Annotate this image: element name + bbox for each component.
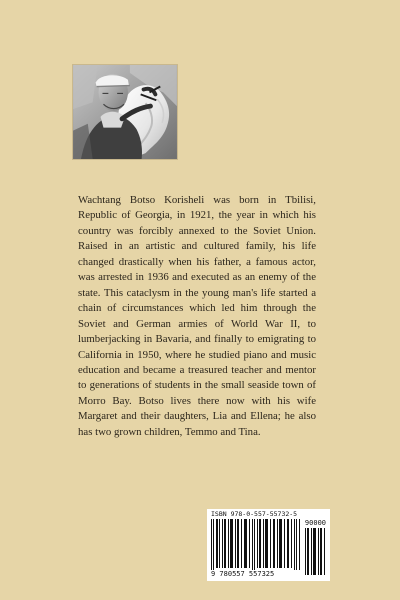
isbn-label: ISBN 978-0-557-55732-5: [211, 510, 298, 518]
author-photo: [72, 64, 178, 160]
author-photo-image: [73, 65, 177, 159]
price-barcode-bars: [305, 528, 327, 575]
isbn-barcode: [207, 509, 330, 581]
price-code: 90000: [304, 519, 326, 527]
barcode-number: 9 780557 557325: [211, 570, 305, 578]
barcode-bars: [211, 519, 301, 575]
author-bio: Wachtang Botso Korisheli was born in Tbilisi, Republic of Georgia, in 1921, the year in which his country was forcibly annexed to the Soviet Union. Raised in an artistic and cultured family, his life changed drastically when his father, a famous actor, was arrested in 1936 and executed as an enemy of the state. This cataclysm in the young man's life started a chain of circumstances which led him through the Soviet and German armies of World War II, to lumberjacking in Bavaria, and finally to emigrating to California in 1950, where he studied piano and music education and became a treasured teacher and mentor to generations of students in the small seaside town of Morro Bay. Botso lives there now with his wife Margaret and their daughters, Lia and Ellena; he also has two grown children, Temmo and Tina.: [78, 194, 316, 438]
